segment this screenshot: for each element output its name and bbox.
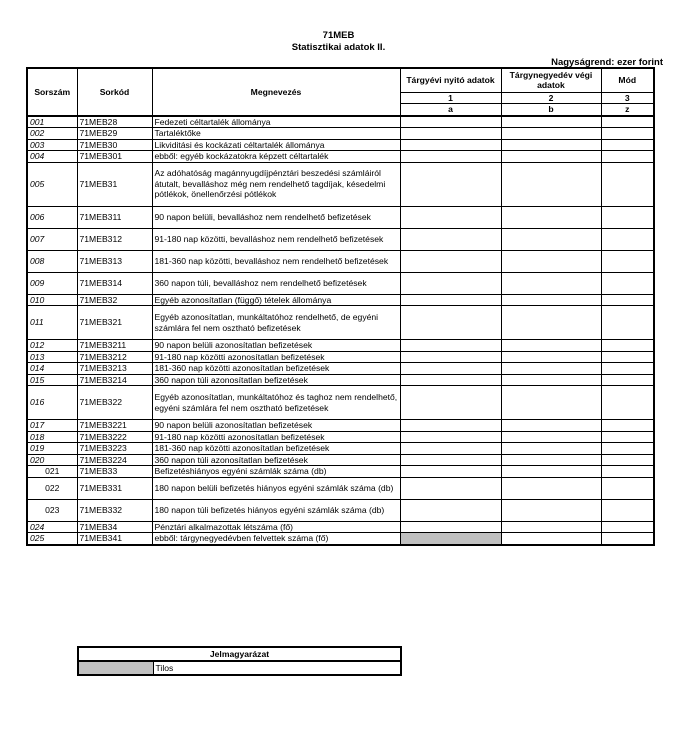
- value-cell-z[interactable]: [601, 363, 654, 375]
- value-cell-a[interactable]: [400, 272, 501, 294]
- value-cell-b[interactable]: [501, 139, 601, 151]
- table-row: [27, 139, 654, 151]
- value-cell-z[interactable]: [601, 477, 654, 499]
- legend-item-label: Tilos: [153, 661, 401, 675]
- value-cell-a: [400, 533, 501, 545]
- value-cell-b[interactable]: [501, 374, 601, 386]
- table-row: [27, 499, 654, 521]
- value-cell-z[interactable]: [601, 499, 654, 521]
- table-row: [27, 206, 654, 228]
- row-number: 002: [27, 128, 77, 140]
- col-header-sorkod: Sorkód: [77, 68, 152, 116]
- value-cell-a[interactable]: [400, 351, 501, 363]
- col-header-nyito: Tárgyévi nyitó adatok: [400, 68, 501, 92]
- row-description: 360 napon túli, bevalláshoz nem rendelhető befizetések: [152, 272, 400, 294]
- table-row: [27, 340, 654, 352]
- table-row: [27, 374, 654, 386]
- value-cell-b[interactable]: [501, 162, 601, 206]
- value-cell-a[interactable]: [400, 206, 501, 228]
- form-code: 71MEB: [322, 30, 355, 41]
- row-number: 024: [27, 521, 77, 533]
- row-code: 71MEB321: [77, 306, 152, 340]
- table-row: [27, 351, 654, 363]
- row-code: 71MEB3212: [77, 351, 152, 363]
- value-cell-z[interactable]: [601, 386, 654, 420]
- table-row: [27, 533, 654, 545]
- row-number: 019: [27, 443, 77, 455]
- value-cell-b[interactable]: [501, 499, 601, 521]
- table-row: [27, 443, 654, 455]
- row-description: 360 napon túli azonosítatlan befizetések: [152, 374, 400, 386]
- row-code: 71MEB312: [77, 228, 152, 250]
- value-cell-z[interactable]: [601, 250, 654, 272]
- row-number: 020: [27, 454, 77, 466]
- row-code: 71MEB3222: [77, 431, 152, 443]
- value-cell-a[interactable]: [400, 162, 501, 206]
- value-cell-a[interactable]: [400, 466, 501, 478]
- row-number: 025: [27, 533, 77, 545]
- table-row: [27, 466, 654, 478]
- row-description: Tartaléktőke: [152, 128, 400, 140]
- value-cell-z[interactable]: [601, 116, 654, 128]
- row-description: 91-180 nap közötti azonosítatlan befizetések: [152, 351, 400, 363]
- unit-label: Nagyságrend: ezer forint: [551, 57, 663, 68]
- value-cell-b[interactable]: [501, 454, 601, 466]
- row-number: 008: [27, 250, 77, 272]
- col-header-megnevezes: Megnevezés: [152, 68, 400, 116]
- value-cell-z[interactable]: [601, 533, 654, 545]
- table-row: [27, 477, 654, 499]
- row-description: Egyéb azonosítatlan, munkáltatóhoz és taghoz nem rendelhető, egyéni számlára fel nem osztható befizetések: [152, 386, 400, 420]
- row-code: 71MEB3223: [77, 443, 152, 455]
- value-cell-z[interactable]: [601, 306, 654, 340]
- row-code: 71MEB29: [77, 128, 152, 140]
- row-code: 71MEB28: [77, 116, 152, 128]
- row-description: 90 napon belüli, bevalláshoz nem rendelhető befizetések: [152, 206, 400, 228]
- value-cell-z[interactable]: [601, 466, 654, 478]
- value-cell-a[interactable]: [400, 477, 501, 499]
- row-description: ebből: tárgynegyedévben felvettek száma (fő): [152, 533, 400, 545]
- value-cell-b[interactable]: [501, 351, 601, 363]
- value-cell-a[interactable]: [400, 151, 501, 163]
- row-number: 006: [27, 206, 77, 228]
- row-code: 71MEB30: [77, 139, 152, 151]
- row-description: 91-180 nap közötti, bevalláshoz nem rendelhető befizetések: [152, 228, 400, 250]
- value-cell-z[interactable]: [601, 162, 654, 206]
- value-cell-z[interactable]: [601, 340, 654, 352]
- value-cell-a[interactable]: [400, 139, 501, 151]
- col-header-mod: Mód: [601, 68, 654, 92]
- value-cell-z[interactable]: [601, 139, 654, 151]
- value-cell-b[interactable]: [501, 116, 601, 128]
- row-description: Egyéb azonosítatlan, munkáltatóhoz rendelhető, de egyéni számlára fel nem osztható befizetések: [152, 306, 400, 340]
- row-description: 181-360 nap közötti azonosítatlan befizetések: [152, 443, 400, 455]
- row-number: 016: [27, 386, 77, 420]
- row-description: 180 napon belüli befizetés hiányos egyéni számlák száma (db): [152, 477, 400, 499]
- value-cell-a[interactable]: [400, 431, 501, 443]
- row-number: 005: [27, 162, 77, 206]
- col-header-vegi: Tárgynegyedév végi adatok: [501, 68, 601, 92]
- row-number: 015: [27, 374, 77, 386]
- col-number-1: 1: [400, 92, 501, 104]
- row-description: 91-180 nap közötti azonosítatlan befizetések: [152, 431, 400, 443]
- value-cell-z[interactable]: [601, 128, 654, 140]
- value-cell-b[interactable]: [501, 128, 601, 140]
- value-cell-z[interactable]: [601, 151, 654, 163]
- row-number: 014: [27, 363, 77, 375]
- value-cell-b[interactable]: [501, 363, 601, 375]
- col-number-2: 2: [501, 92, 601, 104]
- legend-swatch: [78, 661, 153, 675]
- col-number-3: 3: [601, 92, 654, 104]
- col-letter-a: a: [400, 104, 501, 116]
- value-cell-a[interactable]: [400, 306, 501, 340]
- value-cell-b[interactable]: [501, 206, 601, 228]
- row-number: 021: [27, 466, 77, 478]
- row-code: 71MEB3221: [77, 420, 152, 432]
- row-description: 181-360 nap közötti, bevalláshoz nem rendelhető befizetések: [152, 250, 400, 272]
- row-code: 71MEB332: [77, 499, 152, 521]
- table-row: [27, 454, 654, 466]
- row-code: 71MEB331: [77, 477, 152, 499]
- row-description: Pénztári alkalmazottak létszáma (fő): [152, 521, 400, 533]
- row-code: 71MEB3213: [77, 363, 152, 375]
- table-row: [27, 386, 654, 420]
- table-row: [27, 116, 654, 128]
- page-title: Statisztikai adatok II.: [291, 42, 386, 53]
- value-cell-z[interactable]: [601, 228, 654, 250]
- value-cell-a[interactable]: [400, 420, 501, 432]
- value-cell-a[interactable]: [400, 521, 501, 533]
- row-description: Fedezeti céltartalék állománya: [152, 116, 400, 128]
- row-description: 360 napon túli azonosítatlan befizetések: [152, 454, 400, 466]
- row-description: Az adóhatóság magánnyugdíjpénztári beszedési számláiról átutalt, bevalláshoz még nem rendelhető tagdíjak, késedelmi pótlékok, önellenőrzési pótlékok: [152, 162, 400, 206]
- value-cell-b[interactable]: [501, 386, 601, 420]
- row-code: 71MEB311: [77, 206, 152, 228]
- value-cell-a[interactable]: [400, 250, 501, 272]
- value-cell-a[interactable]: [400, 443, 501, 455]
- value-cell-b[interactable]: [501, 533, 601, 545]
- row-code: 71MEB313: [77, 250, 152, 272]
- value-cell-z[interactable]: [601, 443, 654, 455]
- row-description: Likviditási és kockázati céltartalék állománya: [152, 139, 400, 151]
- legend-title: Jelmagyarázat: [78, 647, 401, 661]
- value-cell-b[interactable]: [501, 431, 601, 443]
- row-number: 009: [27, 272, 77, 294]
- row-description: Egyéb azonosítatlan (függő) tételek állománya: [152, 294, 400, 306]
- value-cell-a[interactable]: [400, 228, 501, 250]
- value-cell-b[interactable]: [501, 272, 601, 294]
- value-cell-a[interactable]: [400, 374, 501, 386]
- table-row: [27, 250, 654, 272]
- row-number: 013: [27, 351, 77, 363]
- value-cell-b[interactable]: [501, 443, 601, 455]
- value-cell-b[interactable]: [501, 294, 601, 306]
- row-code: 71MEB314: [77, 272, 152, 294]
- row-number: 012: [27, 340, 77, 352]
- value-cell-a[interactable]: [400, 386, 501, 420]
- value-cell-b[interactable]: [501, 250, 601, 272]
- col-letter-b: b: [501, 104, 601, 116]
- row-number: 018: [27, 431, 77, 443]
- value-cell-a[interactable]: [400, 363, 501, 375]
- value-cell-z[interactable]: [601, 294, 654, 306]
- row-number: 001: [27, 116, 77, 128]
- value-cell-a[interactable]: [400, 116, 501, 128]
- row-number: 022: [27, 477, 77, 499]
- table-row: [27, 151, 654, 163]
- row-number: 003: [27, 139, 77, 151]
- legend-table: [77, 646, 402, 676]
- value-cell-b[interactable]: [501, 340, 601, 352]
- row-code: 71MEB301: [77, 151, 152, 163]
- value-cell-b[interactable]: [501, 306, 601, 340]
- row-number: 017: [27, 420, 77, 432]
- row-code: 71MEB322: [77, 386, 152, 420]
- row-description: 181-360 nap közötti azonosítatlan befizetések: [152, 363, 400, 375]
- value-cell-b[interactable]: [501, 521, 601, 533]
- row-description: Befizetéshiányos egyéni számlák száma (db): [152, 466, 400, 478]
- row-number: 007: [27, 228, 77, 250]
- table-row: [27, 363, 654, 375]
- value-cell-z[interactable]: [601, 374, 654, 386]
- table-row: [27, 420, 654, 432]
- value-cell-b[interactable]: [501, 477, 601, 499]
- row-number: 023: [27, 499, 77, 521]
- value-cell-a[interactable]: [400, 340, 501, 352]
- value-cell-a[interactable]: [400, 128, 501, 140]
- row-description: 90 napon belüli azonosítatlan befizetések: [152, 340, 400, 352]
- table-row: [27, 128, 654, 140]
- row-description: 90 napon belüli azonosítatlan befizetések: [152, 420, 400, 432]
- row-code: 71MEB3224: [77, 454, 152, 466]
- data-table: [26, 67, 655, 546]
- row-code: 71MEB32: [77, 294, 152, 306]
- table-row: [27, 431, 654, 443]
- value-cell-a[interactable]: [400, 454, 501, 466]
- table-row: [27, 162, 654, 206]
- value-cell-z[interactable]: [601, 431, 654, 443]
- row-code: 71MEB3211: [77, 340, 152, 352]
- value-cell-b[interactable]: [501, 466, 601, 478]
- table-row: [27, 228, 654, 250]
- value-cell-b[interactable]: [501, 420, 601, 432]
- value-cell-z[interactable]: [601, 351, 654, 363]
- col-letter-z: z: [601, 104, 654, 116]
- value-cell-z[interactable]: [601, 420, 654, 432]
- value-cell-z[interactable]: [601, 454, 654, 466]
- row-number: 010: [27, 294, 77, 306]
- table-row: [27, 306, 654, 340]
- row-code: 71MEB31: [77, 162, 152, 206]
- table-row: [27, 294, 654, 306]
- table-row: [27, 521, 654, 533]
- value-cell-z[interactable]: [601, 206, 654, 228]
- row-code: 71MEB34: [77, 521, 152, 533]
- value-cell-a[interactable]: [400, 294, 501, 306]
- value-cell-a[interactable]: [400, 499, 501, 521]
- value-cell-b[interactable]: [501, 228, 601, 250]
- col-header-sorszam: Sorszám: [27, 68, 77, 116]
- row-description: 180 napon túli befizetés hiányos egyéni számlák száma (db): [152, 499, 400, 521]
- row-description: ebből: egyéb kockázatokra képzett céltartalék: [152, 151, 400, 163]
- row-number: 011: [27, 306, 77, 340]
- table-row: [27, 272, 654, 294]
- row-code: 71MEB33: [77, 466, 152, 478]
- value-cell-z[interactable]: [601, 521, 654, 533]
- row-code: 71MEB3214: [77, 374, 152, 386]
- row-number: 004: [27, 151, 77, 163]
- value-cell-b[interactable]: [501, 151, 601, 163]
- row-code: 71MEB341: [77, 533, 152, 545]
- value-cell-z[interactable]: [601, 272, 654, 294]
